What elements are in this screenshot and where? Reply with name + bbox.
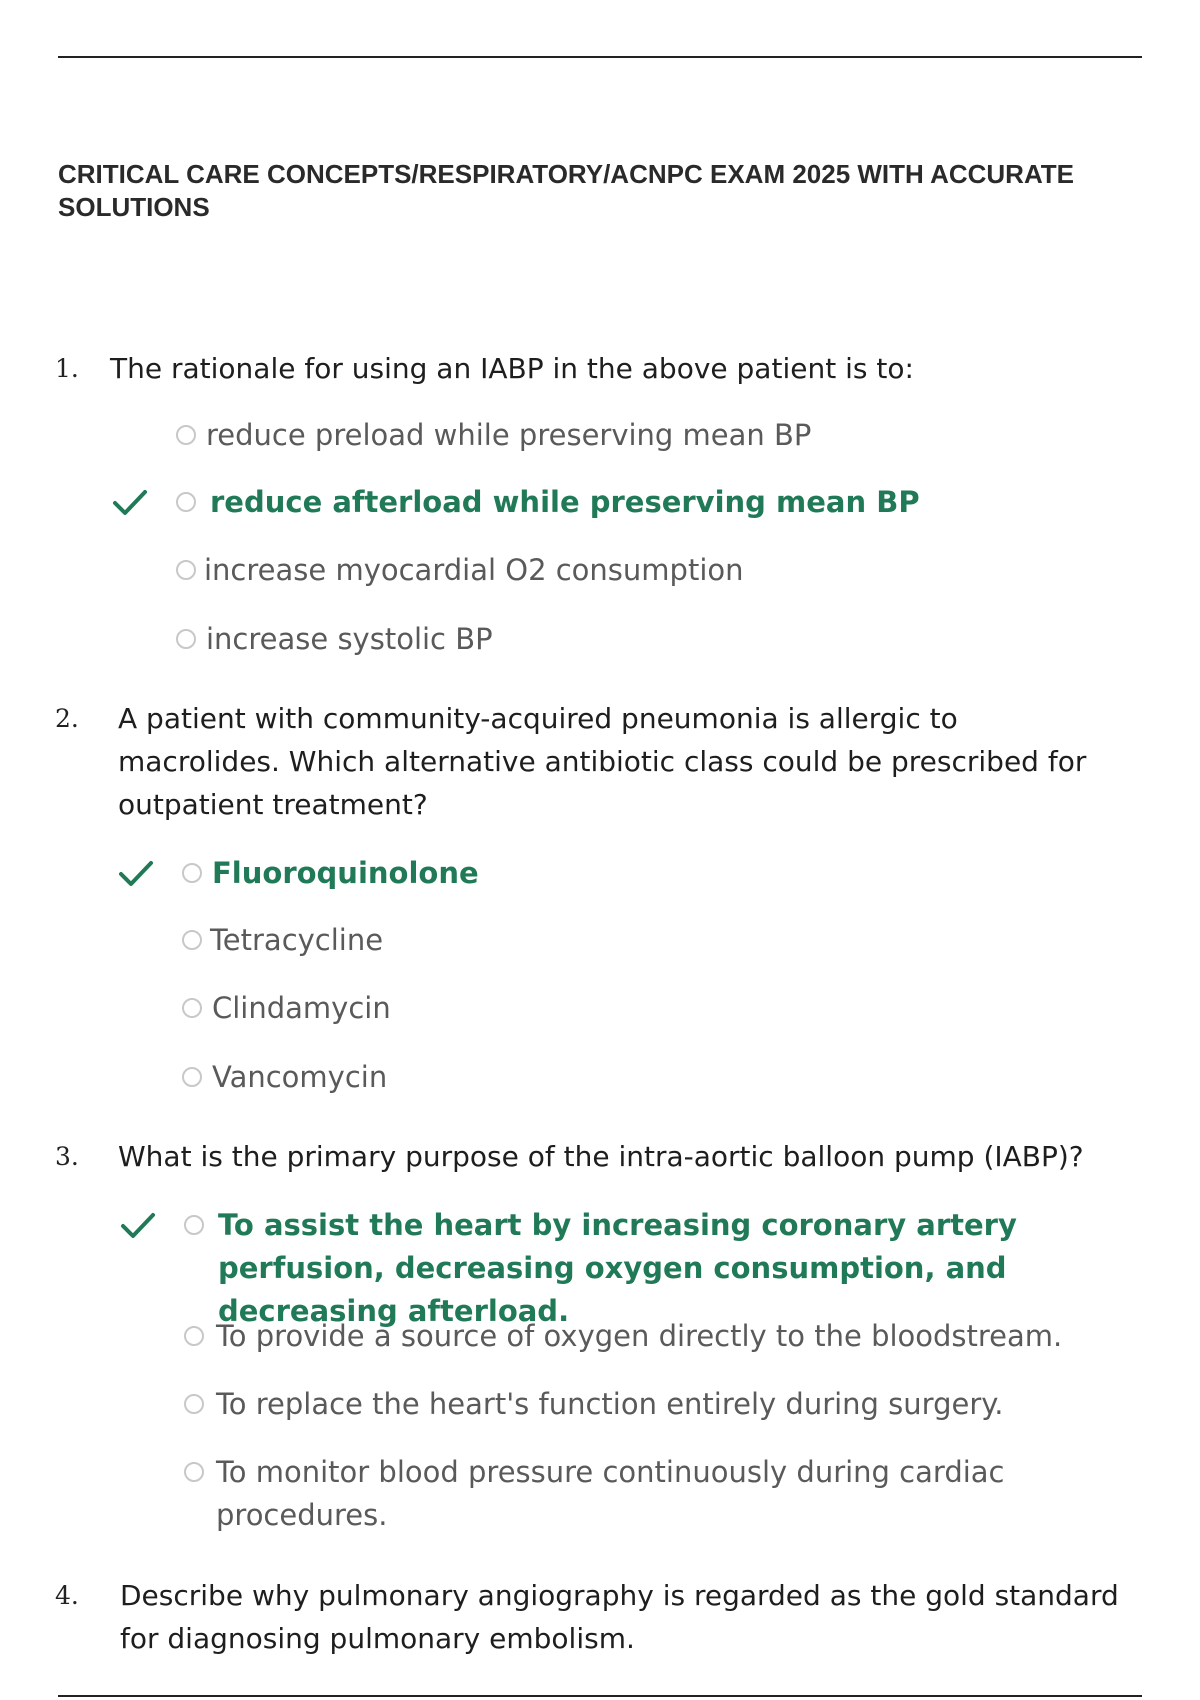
question-text: Describe why pulmonary angiography is regarded as the gold standard for diagnosing pulmonary embolism. — [120, 1579, 1119, 1655]
question-text: What is the primary purpose of the intra-aortic balloon pump (IABP)? — [118, 1140, 1084, 1173]
document-title: CRITICAL CARE CONCEPTS/RESPIRATORY/ACNPC EXAM 2025 WITH ACCURATE SOLUTIONS — [58, 159, 1075, 222]
radio-circle-icon[interactable] — [184, 1326, 204, 1346]
radio-circle-icon[interactable] — [182, 930, 202, 950]
option-text: Clindamycin — [212, 991, 391, 1025]
radio-circle-icon[interactable] — [182, 863, 202, 883]
question-number: 1. — [55, 354, 79, 383]
question-text: The rationale for using an IABP in the above patient is to: — [110, 352, 914, 385]
option-text: Fluoroquinolone — [212, 856, 479, 890]
question-number: 2. — [55, 704, 79, 733]
radio-circle-icon[interactable] — [184, 1394, 204, 1414]
option-text: increase myocardial O2 consumption — [204, 553, 744, 587]
radio-circle-icon[interactable] — [184, 1215, 204, 1235]
top-rule — [58, 56, 1142, 58]
radio-circle-icon[interactable] — [176, 492, 196, 512]
bottom-rule — [58, 1695, 1142, 1697]
option-text: increase systolic BP — [206, 622, 493, 656]
radio-circle-icon[interactable] — [184, 1462, 204, 1482]
radio-circle-icon[interactable] — [182, 1067, 202, 1087]
question-text: A patient with community-acquired pneumonia is allergic to macrolides. Which alternative antibiotic class could be prescribed for outpatient treatment? — [118, 702, 1087, 821]
option-text: To assist the heart by increasing coronary artery perfusion, decreasing oxygen consumption, and decreasing afterload. — [218, 1208, 1017, 1328]
option-text: reduce preload while preserving mean BP — [206, 418, 812, 452]
check-icon — [112, 488, 148, 518]
radio-circle-icon[interactable] — [176, 560, 196, 580]
option-text: To provide a source of oxygen directly to the bloodstream. — [216, 1319, 1063, 1353]
option-text: To replace the heart's function entirely during surgery. — [216, 1387, 1004, 1421]
option-text: Tetracycline — [210, 923, 384, 957]
radio-circle-icon[interactable] — [176, 425, 196, 445]
radio-circle-icon[interactable] — [182, 998, 202, 1018]
check-icon — [118, 859, 154, 889]
option-text: Vancomycin — [212, 1060, 388, 1094]
option-text: To monitor blood pressure continuously during cardiac procedures. — [216, 1455, 1005, 1532]
check-icon — [120, 1211, 156, 1241]
question-number: 4. — [55, 1581, 79, 1610]
question-number: 3. — [55, 1142, 79, 1171]
option-text: reduce afterload while preserving mean BP — [210, 485, 920, 519]
radio-circle-icon[interactable] — [176, 629, 196, 649]
